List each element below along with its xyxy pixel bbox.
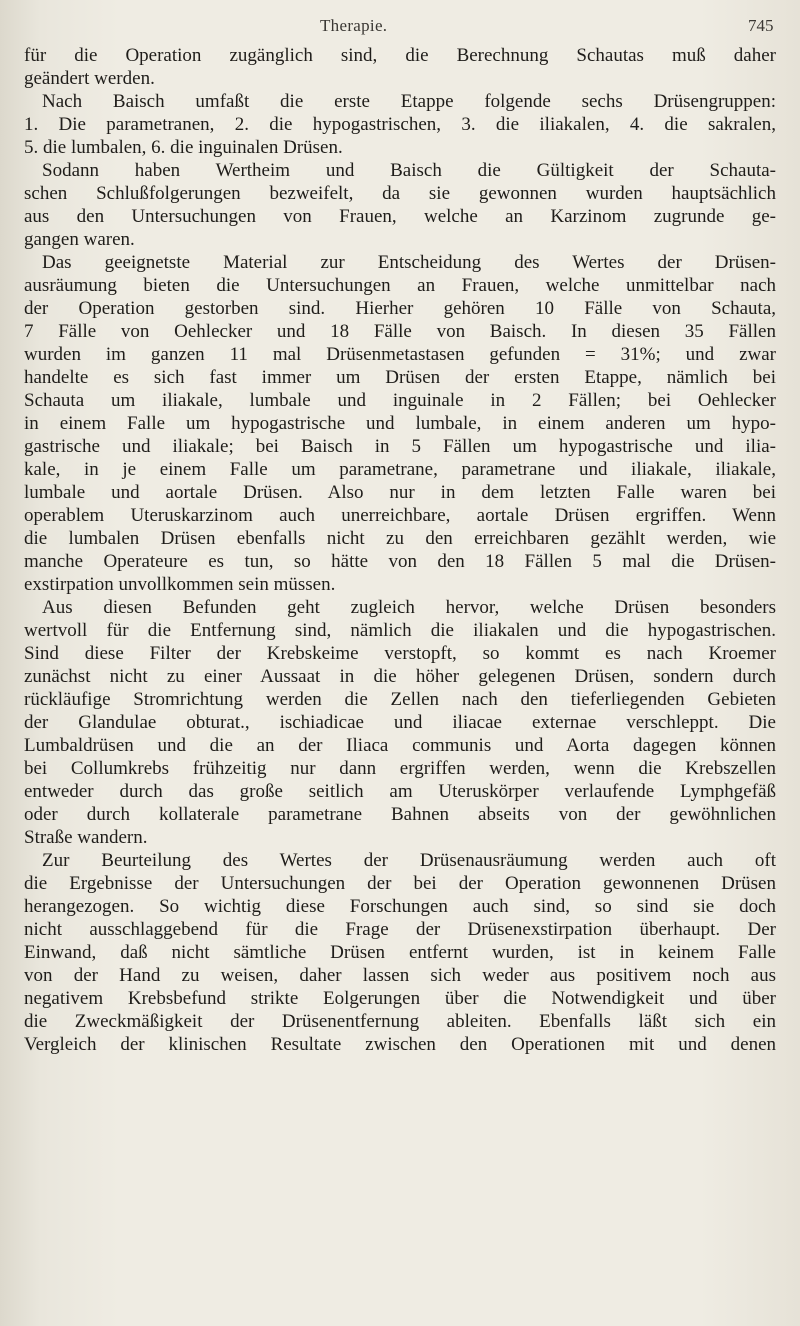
text-line: Einwand, daß nicht sämtliche Drüsen entfernt wurden, ist in keinem Falle — [24, 942, 776, 963]
text-line: die Zweckmäßigkeit der Drüsenentfernung ableiten. Ebenfalls läßt sich ein — [24, 1011, 776, 1032]
text-line: Sodann haben Wertheim und Baisch die Gültigkeit der Schauta- — [42, 160, 776, 181]
text-line: 7 Fälle von Oehlecker und 18 Fälle von Baisch. In diesen 35 Fällen — [24, 321, 776, 342]
text-line: gangen waren. — [24, 229, 135, 250]
text-line: manche Operateure es tun, so hätte von den 18 Fällen 5 mal die Drüsen- — [24, 551, 776, 572]
text-line: die lumbalen Drüsen ebenfalls nicht zu den erreichbaren gezählt werden, wie — [24, 528, 776, 549]
text-line: negativem Krebsbefund strikte Eolgerungen über die Notwendigkeit und über — [24, 988, 776, 1009]
text-line: exstirpation unvollkommen sein müssen. — [24, 574, 336, 595]
text-line: Sind diese Filter der Krebskeime verstopft, so kommt es nach Kroemer — [24, 643, 776, 664]
text-line: Aus diesen Befunden geht zugleich hervor, welche Drüsen besonders — [42, 597, 776, 618]
text-line: 1. Die parametranen, 2. die hypogastrischen, 3. die iliakalen, 4. die sakralen, — [24, 114, 776, 135]
text-line: von der Hand zu weisen, daher lassen sich weder aus positivem noch aus — [24, 965, 776, 986]
text-line: Straße wandern. — [24, 827, 148, 848]
text-line: gastrische und iliakale; bei Baisch in 5 Fällen um hypogastrische und ilia- — [24, 436, 776, 457]
text-line: aus den Untersuchungen von Frauen, welche an Karzinom zugrunde ge- — [24, 206, 776, 227]
text-line: Das geeignetste Material zur Entscheidung des Wertes der Drüsen- — [42, 252, 776, 273]
text-line: geändert werden. — [24, 68, 155, 89]
text-line: operablem Uteruskarzinom auch unerreichbare, aortale Drüsen ergriffen. Wenn — [24, 505, 776, 526]
text-line: Vergleich der klinischen Resultate zwischen den Operationen mit und denen — [24, 1034, 776, 1055]
text-line: zunächst nicht zu einer Aussaat in die höher gelegenen Drüsen, sondern durch — [24, 666, 776, 687]
text-line: Lumbaldrüsen und die an der Iliaca communis und Aorta dagegen können — [24, 735, 776, 756]
text-line: 5. die lumbalen, 6. die inguinalen Drüsen. — [24, 137, 343, 158]
text-line: Zur Beurteilung des Wertes der Drüsenausräumung werden auch oft — [42, 850, 776, 871]
text-line: entweder durch das große seitlich am Uteruskörper verlaufende Lymphgefäß — [24, 781, 776, 802]
text-line: die Ergebnisse der Untersuchungen der bei der Operation gewonnenen Drüsen — [24, 873, 776, 894]
text-line: ausräumung bieten die Untersuchungen an Frauen, welche unmittelbar nach — [24, 275, 776, 296]
text-line: der Glandulae obturat., ischiadicae und iliacae externae verschleppt. Die — [24, 712, 776, 733]
text-line: Nach Baisch umfaßt die erste Etappe folgende sechs Drüsengruppen: — [42, 91, 776, 112]
text-line: der Operation gestorben sind. Hierher gehören 10 Fälle von Schauta, — [24, 298, 776, 319]
text-line: Schauta um iliakale, lumbale und inguinale in 2 Fällen; bei Oehlecker — [24, 390, 776, 411]
text-line: wurden im ganzen 11 mal Drüsenmetastasen gefunden = 31%; und zwar — [24, 344, 776, 365]
text-line: für die Operation zugänglich sind, die Berechnung Schautas muß daher — [24, 45, 776, 66]
page-number: 745 — [748, 16, 774, 35]
text-line: oder durch kollaterale parametrane Bahnen abseits von der gewöhnlichen — [24, 804, 776, 825]
text-line: wertvoll für die Entfernung sind, nämlich die iliakalen und die hypogastrischen. — [24, 620, 776, 641]
text-line: rückläufige Stromrichtung werden die Zellen nach den tieferliegenden Gebieten — [24, 689, 776, 710]
text-line: in einem Falle um hypogastrische und lumbale, in einem anderen um hypo- — [24, 413, 776, 434]
text-line: lumbale und aortale Drüsen. Also nur in dem letzten Falle waren bei — [24, 482, 776, 503]
body-text — [24, 44, 776, 1056]
page-header — [0, 8, 800, 38]
running-title: Therapie. — [320, 16, 388, 35]
text-line: herangezogen. So wichtig diese Forschungen auch sind, so sind sie doch — [24, 896, 776, 917]
text-line: handelte es sich fast immer um Drüsen der ersten Etappe, nämlich bei — [24, 367, 776, 388]
text-line: schen Schlußfolgerungen bezweifelt, da sie gewonnen wurden hauptsächlich — [24, 183, 776, 204]
text-line: bei Collumkrebs frühzeitig nur dann ergriffen werden, wenn die Krebszellen — [24, 758, 776, 779]
text-line: kale, in je einem Falle um parametrane, parametrane und iliakale, iliakale, — [24, 459, 776, 480]
text-line: nicht ausschlaggebend für die Frage der Drüsenexstirpation überhaupt. Der — [24, 919, 776, 940]
